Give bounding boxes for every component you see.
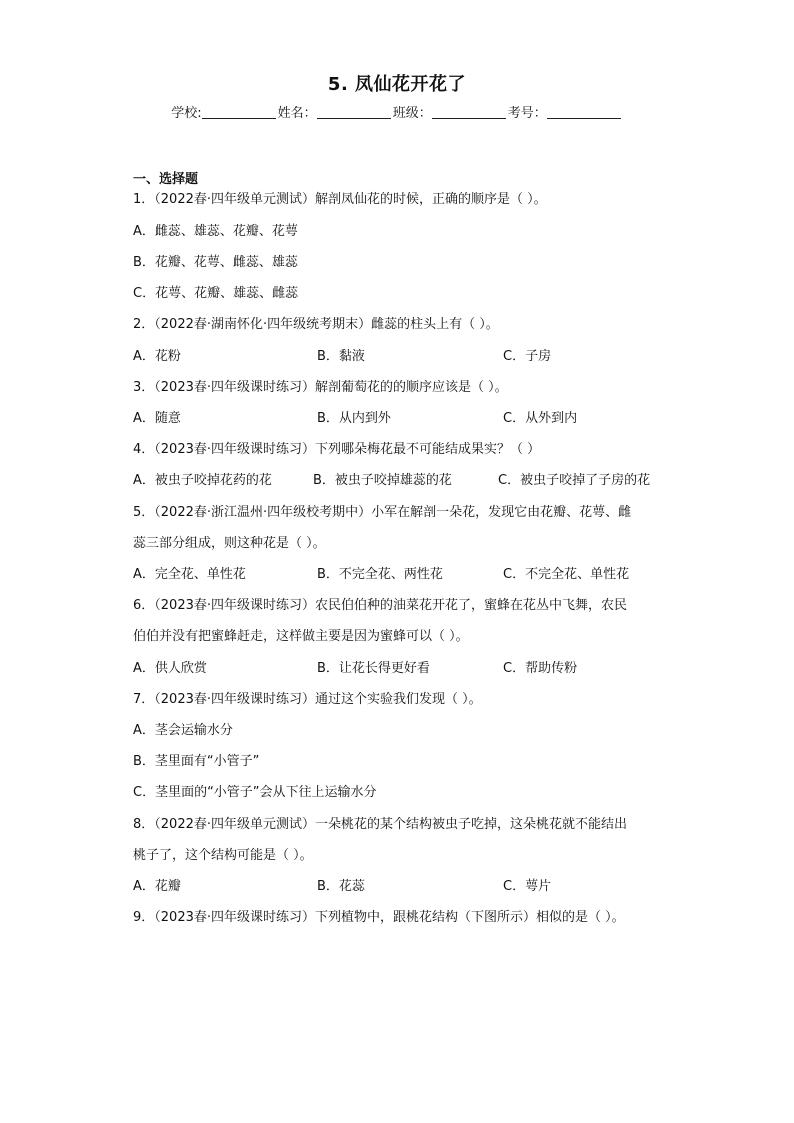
class-blank[interactable] — [432, 106, 506, 119]
school-label: 学校: — [171, 106, 202, 121]
question-5-stem-line-1: 5．（2022春·浙江温州·四年级校考期中）小军在解剖一朵花，发现它由花瓣、花萼、雌 — [133, 505, 632, 520]
name-label: 姓名： — [277, 106, 317, 121]
question-5-option-b[interactable]: B．不完全花、两性花 — [317, 567, 443, 582]
question-1-option-b[interactable]: B．花瓣、花萼、雌蕊、雄蕊 — [133, 255, 298, 270]
question-6-option-c[interactable]: C．帮助传粉 — [503, 661, 578, 676]
question-4-option-c[interactable]: C．被虫子咬掉了子房的花 — [498, 473, 651, 488]
question-5-option-c[interactable]: C．不完全花、单性花 — [503, 567, 630, 582]
exam-number-label: 考号： — [507, 106, 547, 121]
question-6-option-b[interactable]: B．让花长得更好看 — [317, 661, 430, 676]
question-4-option-a[interactable]: A．被虫子咬掉花药的花 — [133, 473, 272, 488]
question-1-stem: 1．（2022春·四年级单元测试）解剖凤仙花的时候，正确的顺序是（ ）。 — [133, 192, 547, 207]
question-7-option-a[interactable]: A．茎会运输水分 — [133, 723, 233, 738]
class-label: 班级： — [392, 106, 432, 121]
question-2-stem: 2．（2022春·湖南怀化·四年级统考期末）雌蕊的柱头上有（ ）。 — [133, 317, 499, 332]
question-9-stem: 9．（2023春·四年级课时练习）下列植物中，跟桃花结构（下图所示）相似的是（ ）。 — [133, 910, 625, 925]
question-6-stem-line-2: 伯伯并没有把蜜蜂赶走，这样做主要是因为蜜蜂可以（ ）。 — [133, 629, 469, 644]
page-title: 5. 凤仙花开花了 — [327, 74, 467, 95]
question-8-stem-line-2: 桃子了，这个结构可能是（ ）。 — [133, 848, 313, 863]
question-2-option-b[interactable]: B．黏液 — [317, 349, 365, 364]
question-1-option-a[interactable]: A．雌蕊、雄蕊、花瓣、花萼 — [133, 224, 298, 239]
question-8-option-a[interactable]: A．花瓣 — [133, 879, 181, 894]
question-8-option-b[interactable]: B．花蕊 — [317, 879, 365, 894]
question-8-stem-line-1: 8．（2022春·四年级单元测试）一朵桃花的某个结构被虫子吃掉，这朵桃花就不能结出 — [133, 817, 627, 832]
school-blank[interactable] — [202, 106, 276, 119]
student-info-row — [0, 102, 794, 121]
question-4-option-b[interactable]: B．被虫子咬掉雄蕊的花 — [313, 473, 452, 488]
question-4-stem: 4．（2023春·四年级课时练习）下列哪朵梅花最不可能结成果实？（ ） — [133, 442, 541, 457]
question-3-option-c[interactable]: C．从外到内 — [503, 411, 578, 426]
question-1-option-c[interactable]: C．花萼、花瓣、雄蕊、雌蕊 — [133, 286, 299, 301]
question-7-stem: 7．（2023春·四年级课时练习）通过这个实验我们发现（ ）。 — [133, 692, 482, 707]
section-heading: 一、选择题 — [133, 172, 199, 187]
exam-number-blank[interactable] — [547, 106, 621, 119]
question-3-stem: 3．（2023春·四年级课时练习）解剖葡萄花的的顺序应该是（ ）。 — [133, 380, 508, 395]
question-6-stem-line-1: 6．（2023春·四年级课时练习）农民伯伯种的油菜花开花了，蜜蜂在花丛中飞舞，农民 — [133, 598, 627, 613]
question-3-option-a[interactable]: A．随意 — [133, 411, 181, 426]
question-8-option-c[interactable]: C．萼片 — [503, 879, 552, 894]
question-6-option-a[interactable]: A．供人欣赏 — [133, 661, 207, 676]
name-blank[interactable] — [317, 106, 391, 119]
question-5-option-a[interactable]: A．完全花、单性花 — [133, 567, 246, 582]
question-7-option-c[interactable]: C．茎里面的“小管子”会从下往上运输水分 — [133, 785, 377, 800]
question-2-option-c[interactable]: C．子房 — [503, 349, 552, 364]
question-2-option-a[interactable]: A．花粉 — [133, 349, 181, 364]
question-3-option-b[interactable]: B．从内到外 — [317, 411, 391, 426]
question-5-stem-line-2: 蕊三部分组成，则这种花是（ ）。 — [133, 536, 326, 551]
question-7-option-b[interactable]: B．茎里面有“小管子” — [133, 754, 260, 769]
